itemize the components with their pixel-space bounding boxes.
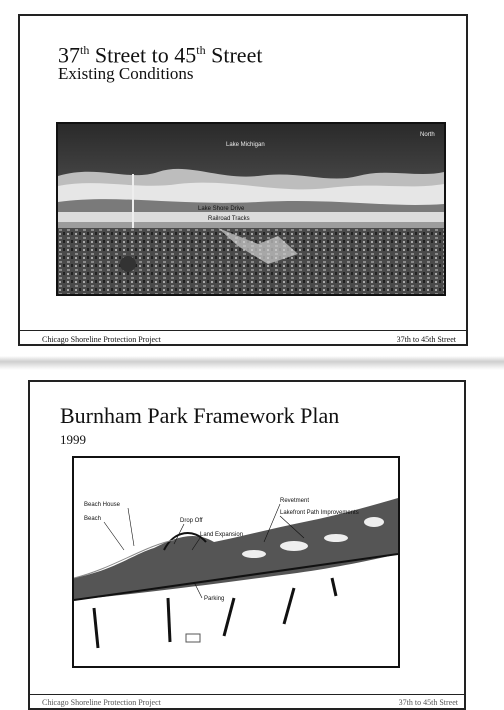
- slide-title: Burnham Park Framework Plan: [60, 403, 340, 428]
- label-lake-michigan: Lake Michigan: [226, 142, 265, 148]
- label-lakefront-path: Lakefront Path Improvements: [280, 510, 359, 516]
- footer-rule: [30, 694, 464, 695]
- footer-section: 37th to 45th Street: [396, 335, 456, 344]
- label-railroad-tracks: Railroad Tracks: [208, 216, 250, 222]
- slide-title: 37th Street to 45th Street: [58, 42, 263, 68]
- page-separator: [0, 356, 504, 370]
- footer-section: 37th to 45th Street: [398, 698, 458, 707]
- label-lake-shore-drive: Lake Shore Drive: [198, 206, 245, 212]
- slide-subtitle: 1999: [60, 432, 86, 447]
- label-beach-house: Beach House: [84, 502, 121, 508]
- slide-existing-conditions: [18, 14, 468, 346]
- footer-project-name: Chicago Shoreline Protection Project: [42, 698, 161, 707]
- slide-subtitle: Existing Conditions: [58, 64, 194, 83]
- label-north: North: [420, 132, 435, 138]
- label-land-expansion: Land Expansion: [200, 532, 244, 538]
- label-beach: Beach: [84, 516, 102, 522]
- label-parking: Parking: [204, 596, 225, 602]
- footer-rule: [20, 330, 466, 331]
- slide-burnham-park: [28, 380, 466, 710]
- framework-plan-drawing: [72, 456, 400, 668]
- footer-project-name: Chicago Shoreline Protection Project: [42, 335, 161, 344]
- aerial-photo: [56, 122, 446, 296]
- label-revetment: Revetment: [280, 498, 310, 504]
- label-drop-off: Drop Off: [180, 518, 203, 524]
